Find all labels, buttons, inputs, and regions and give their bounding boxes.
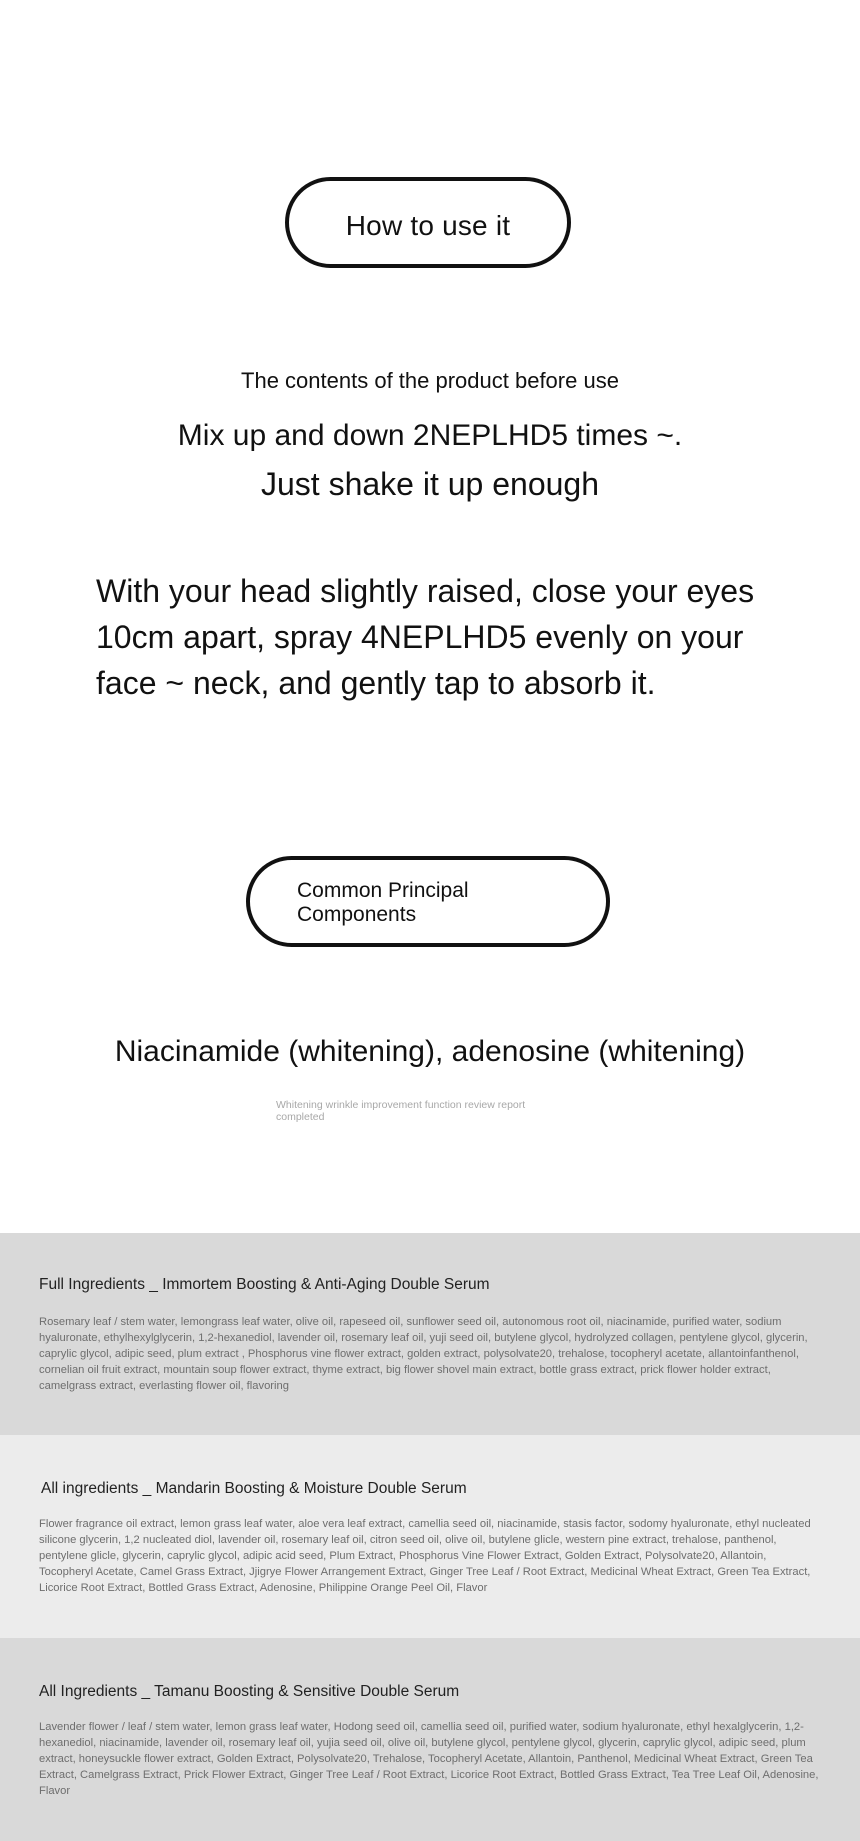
ingredients-section-mandarin bbox=[0, 1435, 860, 1638]
principal-components-badge-label: Common Principal Components bbox=[297, 878, 469, 926]
how-to-use-badge-label: How to use it bbox=[345, 209, 511, 241]
ingredients-list: Flower fragrance oil extract, lemon grass leaf water, aloe vera leaf extract, camellia seed oil, niacinamide, stasis factor, sodomy hyaluronate, ethyl nucleated silicone glycerin, 1,2 nucleated diol, lavender oil, rosemary leaf oil, citron seed oil, olive oil, butylene glicle, western pine extract, trehalose, panthenol, pentylene glicle, glycerin, caprylic glycol, adipic acid seed, Plum Extract, Phosphorus Vine Flower Extract, Golden Extract, Polysolvate20, Allantoin, Tocopheryl Acetate, Camel Grass Extract, Jjigrye Flower Arrangement Extract, Ginger Tree Leaf / Root Extract, Medicinal Wheat Extract, Green Tea Extract, Licorice Root Extract, Bottled Grass Extract, Adenosine, Philippine Orange Peel Oil, Flavor bbox=[39, 1518, 811, 1594]
ingredients-title: All ingredients _ Mandarin Boosting & Moisture Double Serum bbox=[41, 1480, 467, 1497]
mix-instruction: Mix up and down 2NEPLHD5 times ~. bbox=[177, 419, 683, 452]
ingredients-list: Rosemary leaf / stem water, lemongrass leaf water, olive oil, rapeseed oil, sunflower seed oil, autonomous root oil, niacinamide, purified water, sodium hyaluronate, ethylhexylglycerin, 1,2-hexanediol, lavender oil, rosemary leaf oil, yuji seed oil, butylene glycol, hydrolyzed collagen, pentylene glycol, glycerin, caprylic glycol, adipic seed, plum extract , Phosphorus vine flower extract, golden extract, polysolvate20, trehalose, tocopheryl acetate, allantoinfanthenol, cornelian oil fruit extract, mountain soup flower extract, thyme extract, big flower shovel main extract, bottle grass extract, prick flower holder extract, camelgrass extract, everlasting flower oil, flavoring bbox=[39, 1316, 808, 1392]
principal-components-text: Niacinamide (whitening), adenosine (whitening) bbox=[114, 1035, 746, 1068]
before-use-heading: The contents of the product before use bbox=[241, 368, 619, 393]
ingredients-list: Lavender flower / leaf / stem water, lemon grass leaf water, Hodong seed oil, camellia seed oil, purified water, sodium hyaluronate, ethyl hexalglycerin, 1,2-hexanediol, niacinamide, lavender oil, rosemary leaf oil, yujia seed oil, olive oil, butylene glycol, pentylene glycol, glycerin, caprylic glycol, adipic seed, plum extract, honeysuckle flower extract, Golden Extract, Polysolvate20, Trehalose, Tocopheryl Acetate, Allantoin, Panthenol, Medicinal Wheat Extract, Green Tea Extract, Camelgrass Extract, Prick Flower Extract, Ginger Tree Leaf / Root Extract, Licorice Root Extract, Bottled Grass Extract, Tea Tree Leaf Oil, Adenosine, Flavor bbox=[39, 1721, 819, 1797]
ingredients-title: Full Ingredients _ Immortem Boosting & Anti-Aging Double Serum bbox=[39, 1276, 490, 1293]
ingredients-section-immortem bbox=[0, 1233, 860, 1435]
ingredients-section-tamanu bbox=[0, 1638, 860, 1841]
spray-instruction: With your head slightly raised, close your eyes 10cm apart, spray 4NEPLHD5 evenly on your face ~ neck, and gently tap to absorb it. bbox=[96, 573, 755, 701]
shake-instruction: Just shake it up enough bbox=[260, 466, 599, 502]
principal-components-badge bbox=[246, 856, 610, 947]
review-note: Whitening wrinkle improvement function review report completed bbox=[276, 1099, 526, 1123]
how-to-use-badge bbox=[285, 177, 571, 268]
ingredients-title: All Ingredients _ Tamanu Boosting & Sensitive Double Serum bbox=[39, 1683, 460, 1700]
